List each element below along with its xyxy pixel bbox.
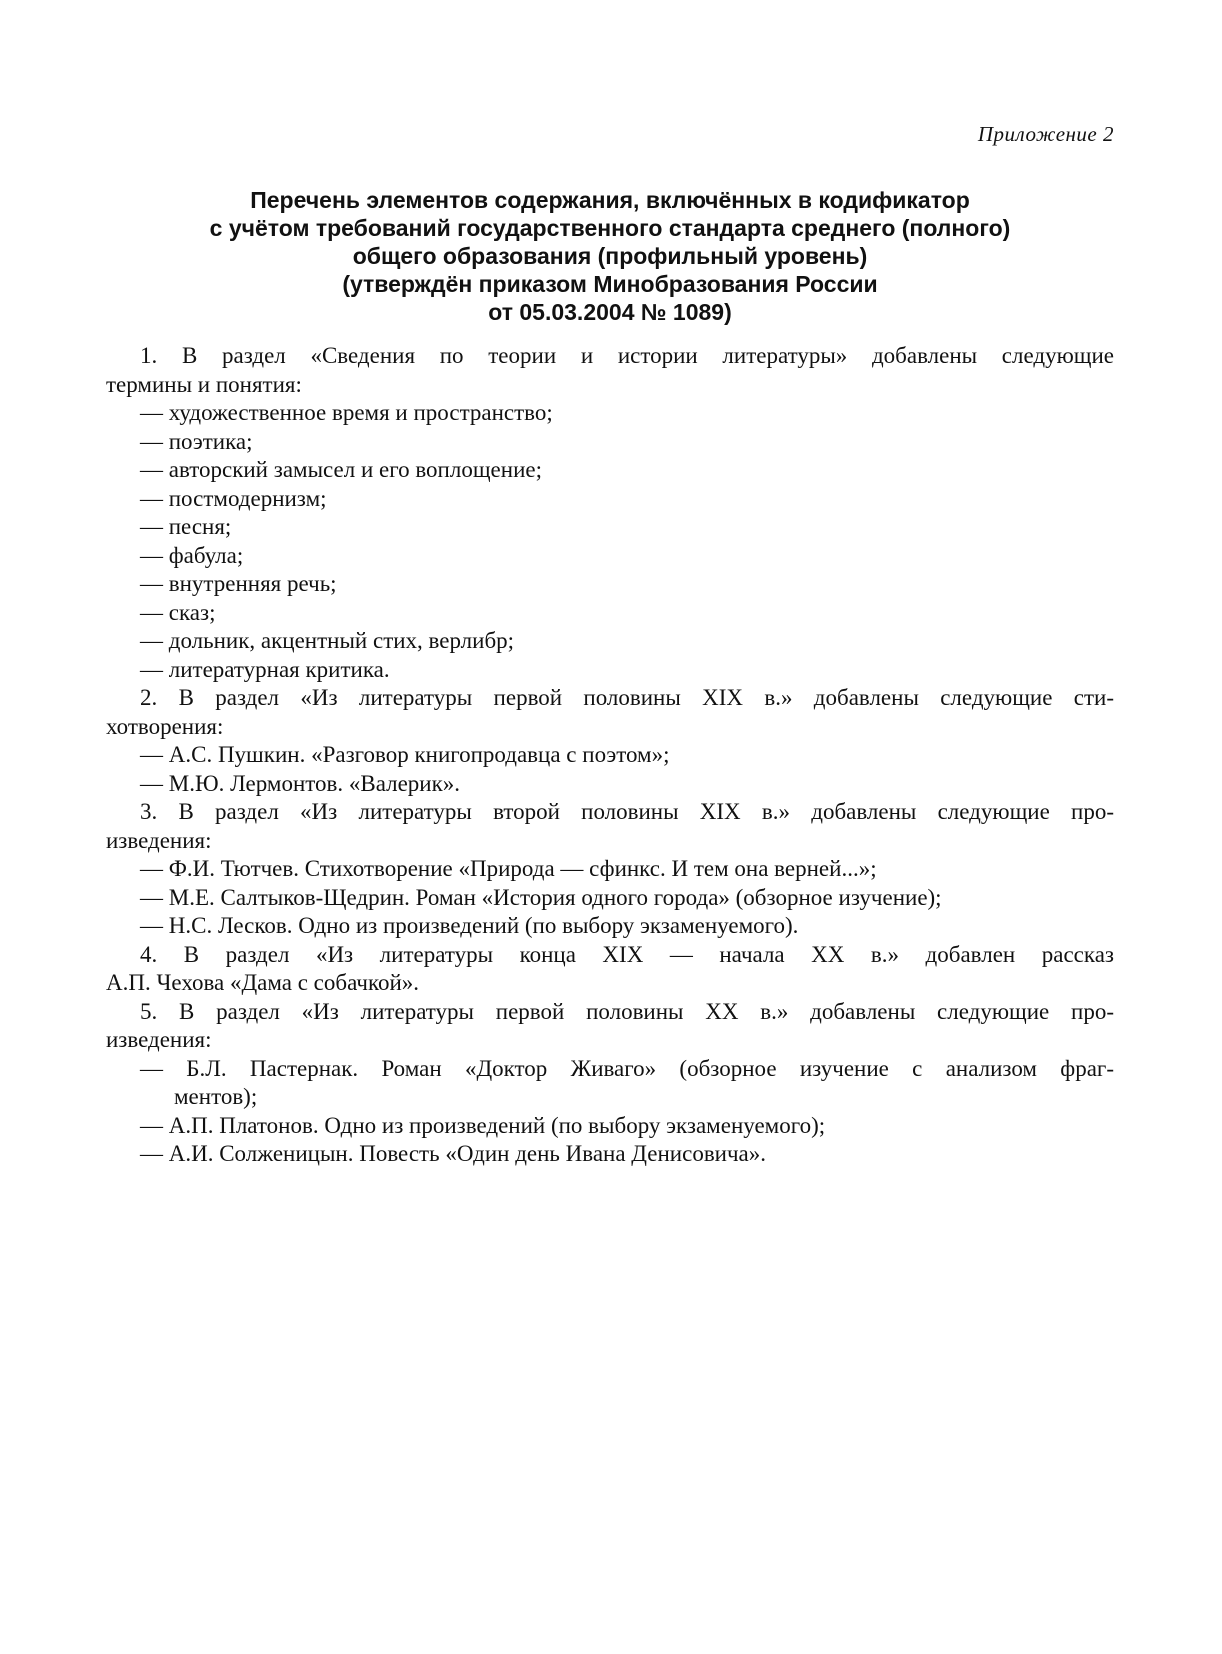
section-2 — [106, 684, 1114, 798]
list-item: — дольник, акцентный стих, верлибр; — [140, 628, 515, 653]
title-line: общего образования (профильный уровень) — [352, 243, 868, 269]
list-item: — сказ; — [140, 599, 216, 625]
list-item: — авторский замысел и его воплощение; — [140, 457, 542, 482]
section-1 — [106, 342, 1114, 684]
list-item: — А.С. Пушкин. «Разговор книгопродавца с поэтом»; — [140, 742, 670, 767]
list-item: — литературная критика. — [140, 656, 390, 682]
list-item: — Б.Л. Пастернак. Роман «Доктор Живаго» (обзорное изучение с анализом фраг- — [140, 1055, 1114, 1081]
list-item: — внутренняя речь; — [140, 571, 337, 596]
section-2-intro: 2. В раздел «Из литературы первой половины XIX в.» добавлены следующие сти- — [140, 685, 1114, 710]
list-item: — М.Ю. Лермонтов. «Валерик». — [140, 770, 461, 796]
section-5-intro-cont: изведения: — [106, 1027, 212, 1052]
section-4-intro: 4. В раздел «Из литературы конца XIX — начала XX в.» добавлен рассказ — [140, 941, 1114, 967]
section-5 — [106, 998, 1114, 1169]
section-3-intro: 3. В раздел «Из литературы второй половины XIX в.» добавлены следующие про- — [140, 799, 1114, 824]
list-item: — Ф.И. Тютчев. Стихотворение «Природа — сфинкс. И тем она верней...»; — [140, 856, 877, 881]
section-4 — [106, 941, 1114, 998]
title-line: с учётом требований государственного стандарта среднего (полного) — [209, 215, 1011, 241]
section-2-intro-cont: хотворения: — [106, 713, 224, 739]
title-line: Перечень элементов содержания, включённых в кодификатор — [250, 187, 970, 213]
section-3 — [106, 798, 1114, 941]
title-line: (утверждён приказом Минобразования России — [342, 271, 878, 297]
list-item: — А.И. Солженицын. Повесть «Один день Ивана Денисовича». — [140, 1141, 767, 1166]
list-item: — постмодернизм; — [140, 485, 327, 511]
list-item: — М.Е. Салтыков-Щедрин. Роман «История одного города» (обзорное изучение); — [140, 884, 942, 910]
document-body — [106, 342, 1114, 1169]
list-item: — художественное время и пространство; — [140, 400, 553, 425]
title-line: от 05.03.2004 № 1089) — [488, 299, 732, 325]
list-item-cont: ментов); — [174, 1084, 258, 1109]
list-item: — фабула; — [140, 542, 244, 568]
appendix-label: Приложение 2 — [977, 122, 1114, 146]
document-title — [100, 186, 1120, 326]
list-item: — Н.С. Лесков. Одно из произведений (по выбору экзаменуемого). — [140, 913, 799, 938]
list-item: — песня; — [140, 514, 232, 539]
section-1-intro: 1. В раздел «Сведения по теории и истории литературы» добавлены следующие — [140, 343, 1114, 368]
section-4-intro-cont: А.П. Чехова «Дама с собачкой». — [106, 970, 420, 995]
section-3-intro-cont: изведения: — [106, 827, 212, 853]
section-5-intro: 5. В раздел «Из литературы первой половины XX в.» добавлены следующие про- — [140, 998, 1114, 1024]
list-item: — поэтика; — [140, 428, 253, 454]
list-item: — А.П. Платонов. Одно из произведений (по выбору экзаменуемого); — [140, 1112, 826, 1138]
section-1-intro-cont: термины и понятия: — [106, 371, 302, 397]
